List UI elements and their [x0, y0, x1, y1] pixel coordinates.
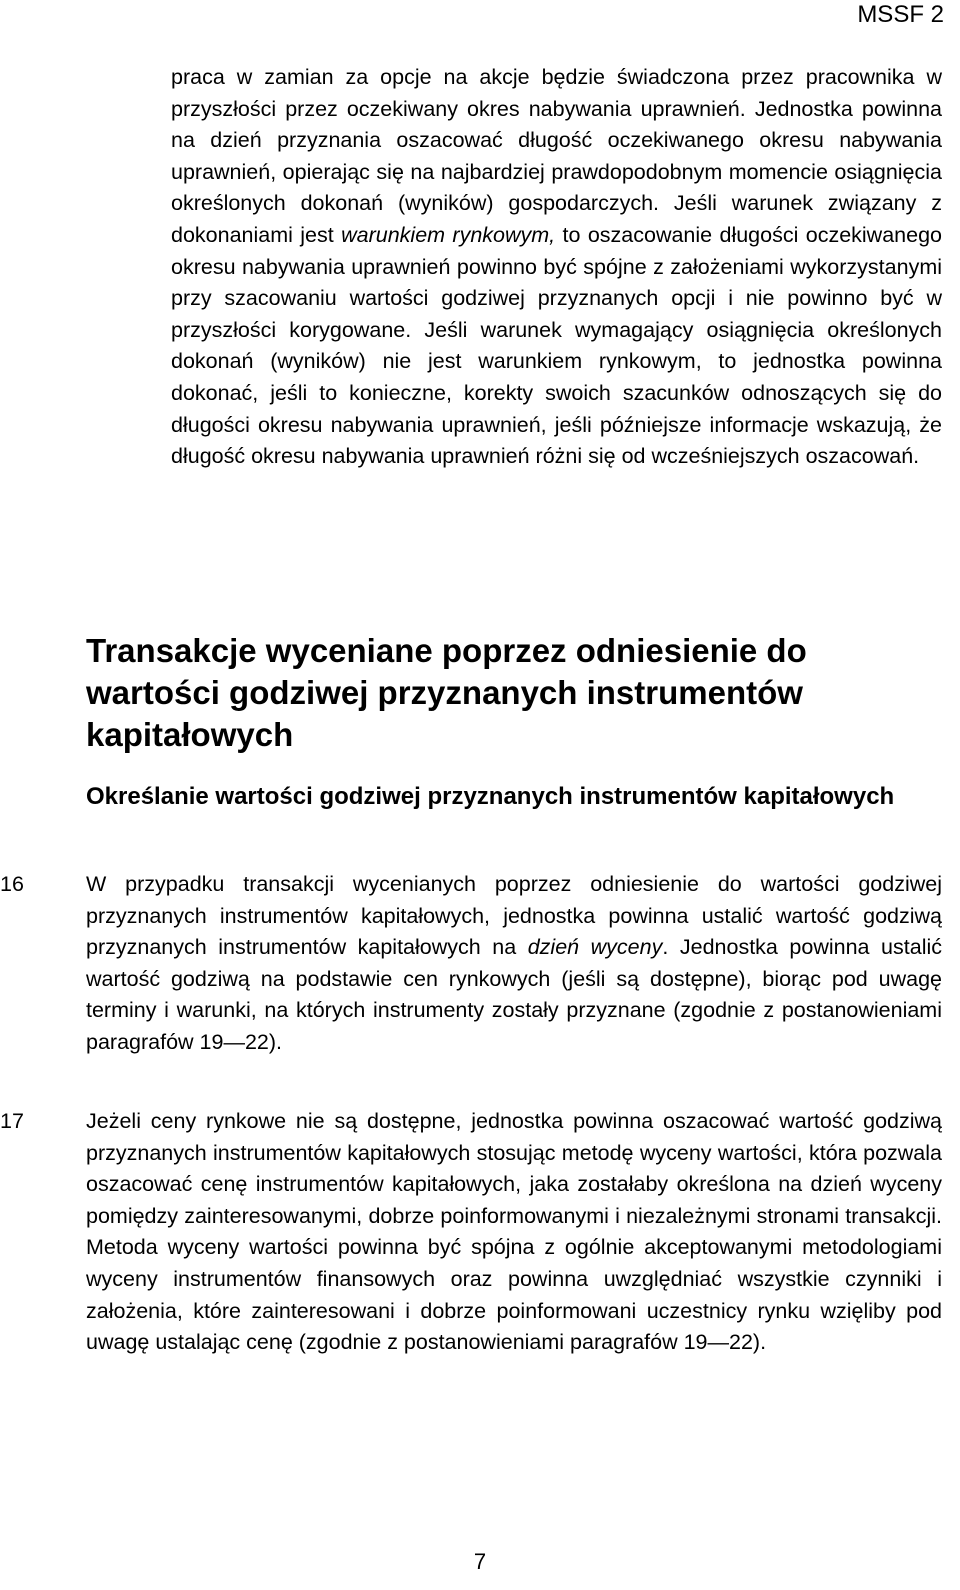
paragraph-16-text-part-2: . Jednostka powinna ustalić wartość godziwą na podstawie cen rynkowych (jeśli są dostępne), biorąc pod uwagę terminy i warunki, na których instrumenty zostały przyznane (zgodnie z postanowieniami paragrafów 19—22). [86, 935, 942, 1054]
intro-text [171, 62, 942, 473]
paragraph-number-16: 16 [0, 872, 24, 896]
intro-text-part-2: to oszacowanie długości oczekiwanego okresu nabywania uprawnień powinno być spójne z założeniami wykorzystanymi przy szacowaniu wartości godziwej przyznanych opcji i nie powinno być w przyszłości korygowane. Jeśli warunek wymagający osiągnięcia określonych dokonań (wyników) nie jest warunkiem rynkowym, to jednostka powinna dokonać, jeśli to konieczne, korekty swoich szacunków odnoszących się do długości okresu nabywania uprawnień, jeśli późniejsze informacje wskazują, że długość okresu nabywania uprawnień różni się od wcześniejszych oszacowań. [171, 222, 942, 469]
document-header: MSSF 2 [857, 1, 944, 28]
section-subheading: Określanie wartości godziwej przyznanych instrumentów kapitałowych [86, 783, 895, 810]
section-heading: Transakcje wyceniane poprzez odniesienie do wartości godziwej przyznanych instrumentów kapitałowych [86, 632, 807, 753]
paragraph-16-text-part-1: W przypadku transakcji wycenianych poprzez odniesienie do wartości godziwej przyznanych instrumentów kapitałowych, jednostka powinna ustalić wartość godziwą przyznanych instrumentów kapitałowych na [86, 872, 942, 960]
intro-italic-term: warunkiem rynkowym, [341, 222, 556, 247]
paragraph-16-italic-term: dzień wyceny [527, 935, 663, 960]
paragraph-number-17: 17 [0, 1109, 24, 1133]
intro-text-part-1: praca w zamian za opcje na akcje będzie świadczona przez pracownika w przyszłości przez oczekiwany okres nabywania uprawnień. Jednostka powinna na dzień przyznania oszacować długość oczekiwanego okresu nabywania uprawnień, opierając się na najbardziej prawdopodobnym momencie osiągnięcia określonych dokonań (wyników) gospodarczych. Jeśli warunek związany z dokonaniami jest [171, 65, 942, 247]
paragraph-17: Jeżeli ceny rynkowe nie są dostępne, jednostka powinna oszacować wartość godziwą przyznanych instrumentów kapitałowych stosując metodę wyceny wartości, która pozwala oszacować cenę instrumentów kapitałowych, jaka zostałaby określona na dzień wyceny pomiędzy zainteresowanymi, dobrze poinformowanymi i niezależnymi stronami transakcji. Metoda wyceny wartości powinna być spójna z ogólnie akceptowanymi metodologiami wyceny instrumentów finansowych oraz powinna uwzględniać wszystkie czynniki i założenia, które zainteresowani i dobrze poinformowani uczestnicy rynku wzięliby pod uwagę ustalając cenę (zgodnie z postanowieniami paragrafów 19—22). [86, 1109, 942, 1355]
page-number: 7 [473, 1549, 487, 1574]
paragraph-16 [86, 869, 942, 1059]
intro-paragraph [171, 62, 942, 473]
